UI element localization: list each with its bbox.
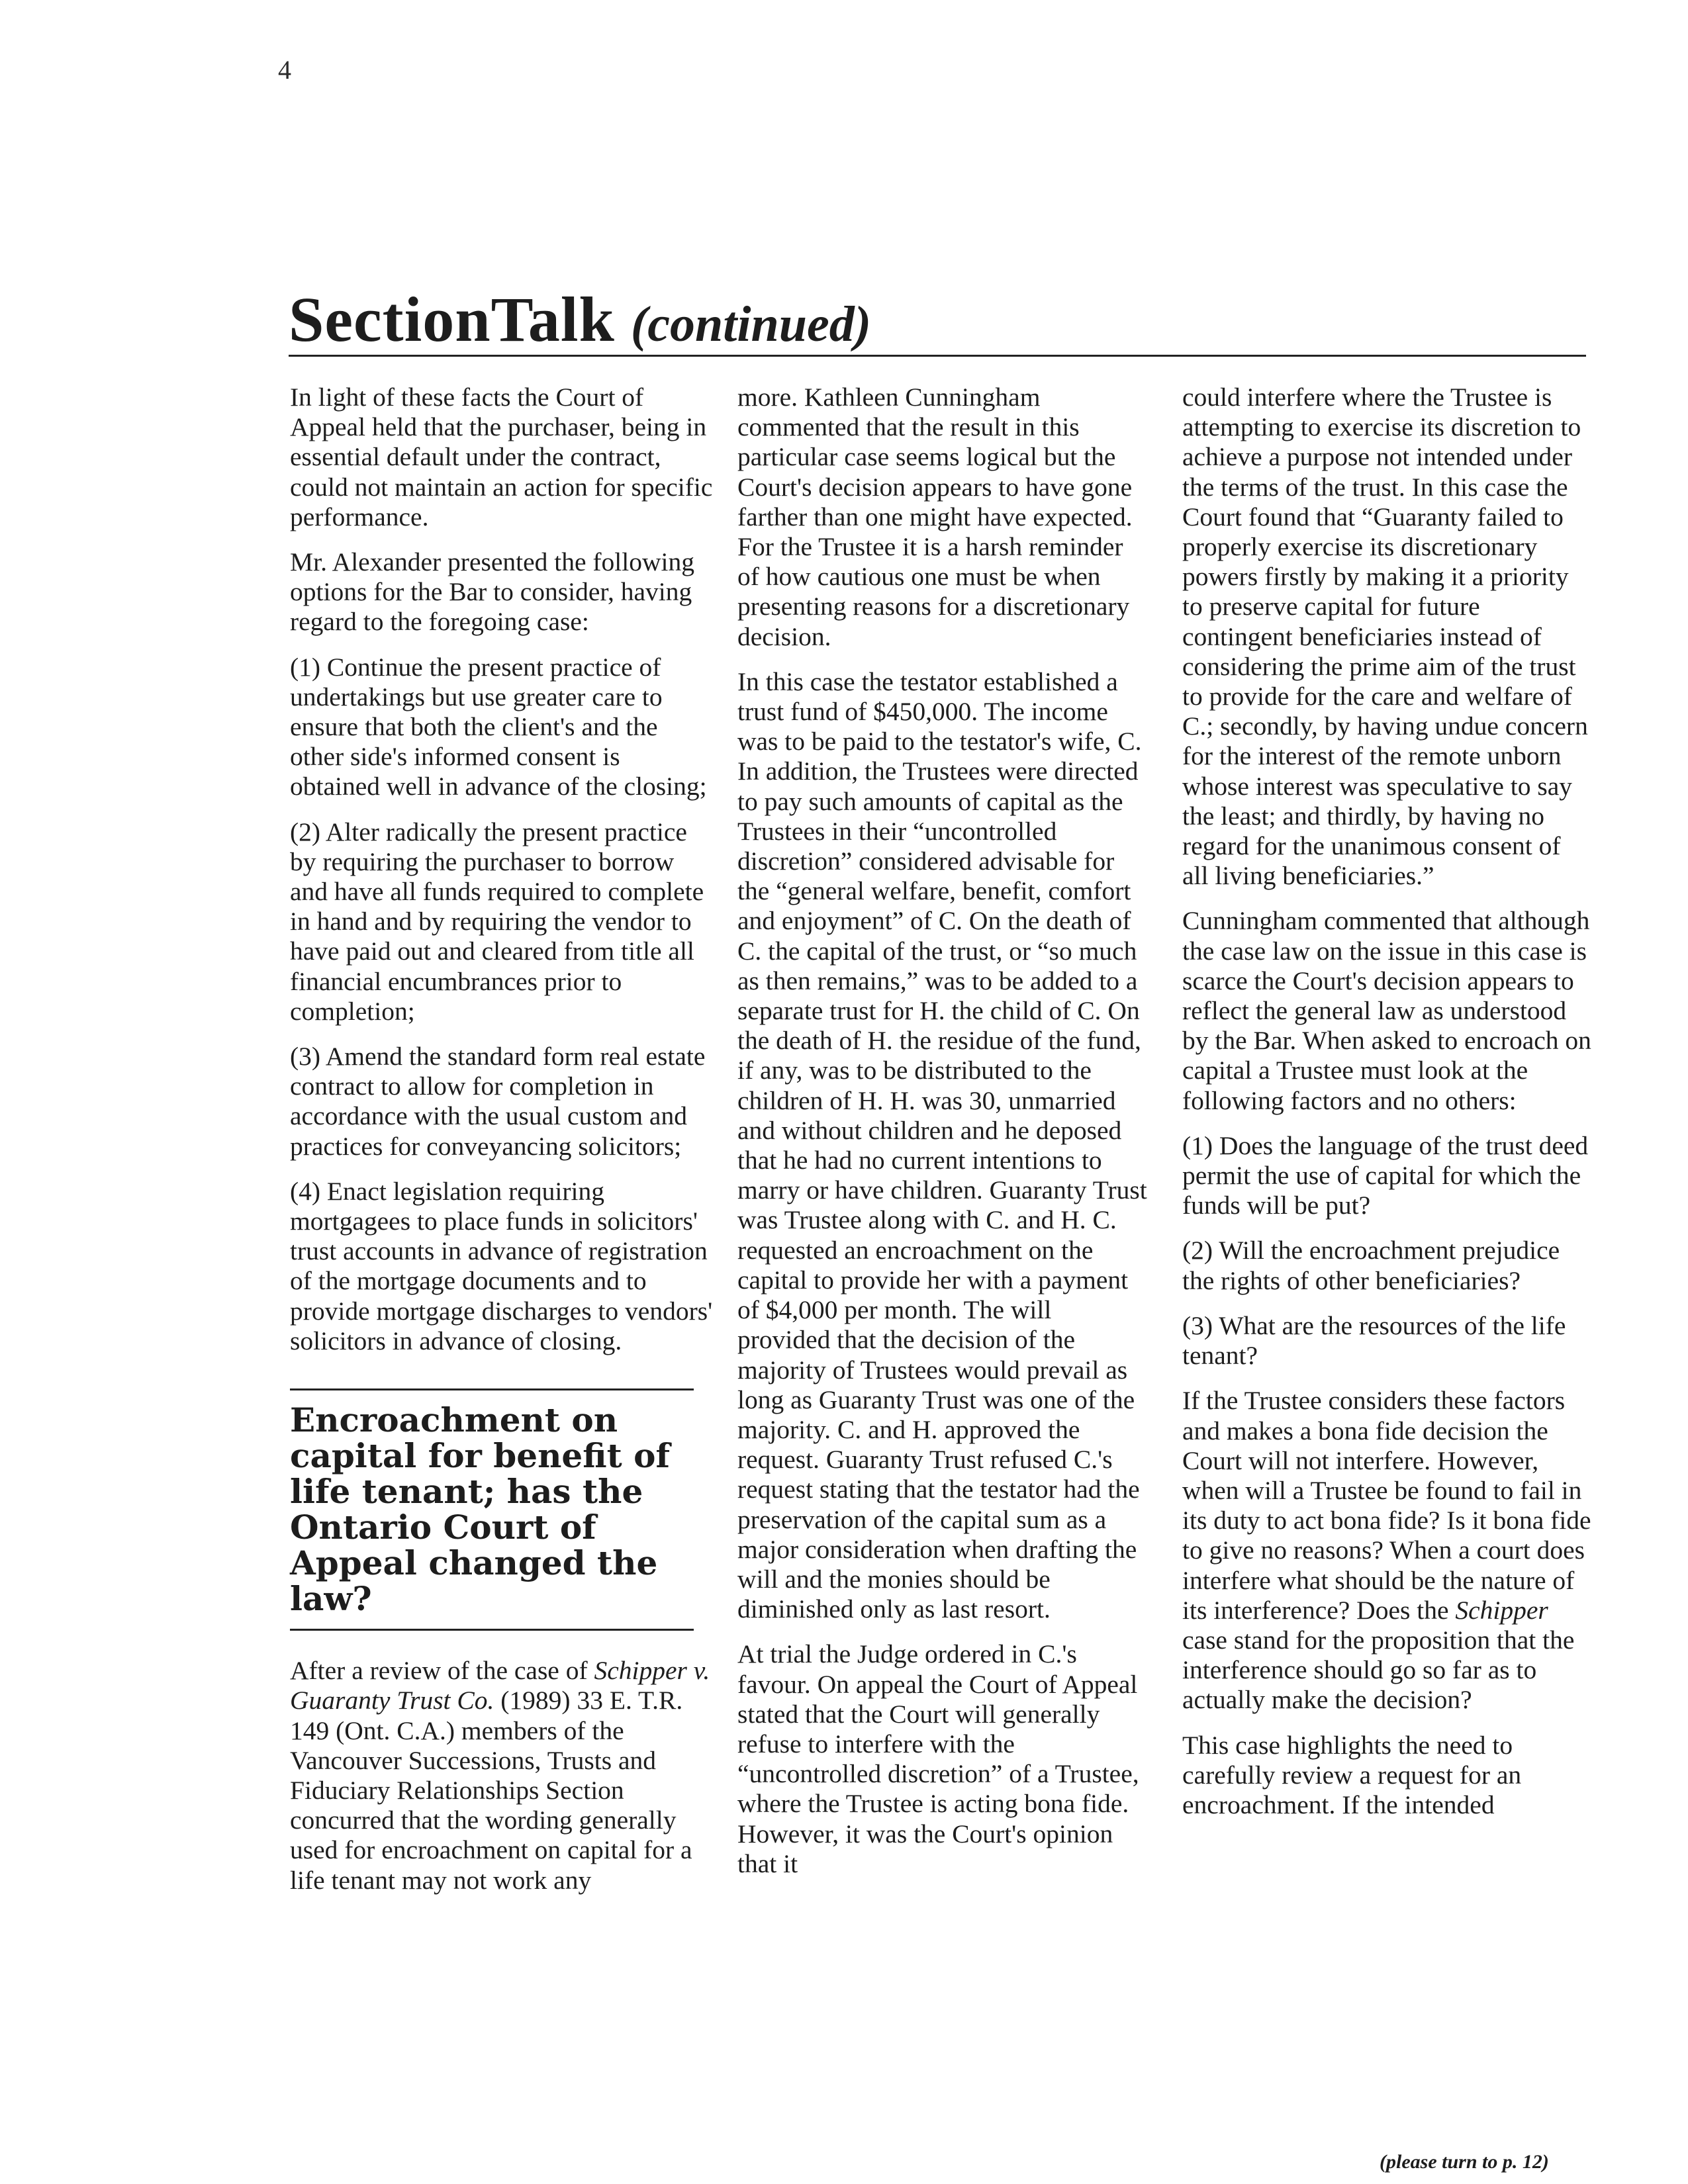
continuation-note: (please turn to p. 12) bbox=[1380, 2151, 1549, 2173]
heading-top-rule bbox=[290, 1388, 694, 1390]
case-name: Schipper bbox=[1455, 1595, 1548, 1625]
case-citation: Schipper v. Guaranty Trust Co. bbox=[290, 1656, 710, 1715]
option-2: (2) Alter radically the present practice by requiring the purchaser to borrow and have all funds required to complete in hand and by requiring the vendor to have paid out and cleared from title all financial encumbrances prior to completion; bbox=[290, 817, 704, 1026]
section-header bbox=[289, 283, 1586, 361]
column-2 bbox=[737, 383, 1148, 1894]
paragraph: could interfere where the Trustee is attempting to exercise its discretion to achieve a purpose not intended under the terms of the trust. In this case the Court found that “Guaranty failed to properly exercise its discretionary powers firstly by making it a priority to preserve capital for future contingent beneficiaries instead of considering the prime aim of the trust to provide for the care and welfare of C.; secondly, by having undue concern for the interest of the remote unborn whose interest was speculative to say the least; and thirdly, by having no regard for the unanimous consent of all living beneficiaries.” bbox=[1182, 383, 1588, 891]
page-number: 4 bbox=[278, 55, 291, 85]
paragraph: In light of these facts the Court of Appeal held that the purchaser, being in essential default under the contract, could not maintain an action for specific performance. bbox=[290, 383, 713, 531]
continued-label: (continued) bbox=[630, 296, 872, 352]
factor-2: (2) Will the encroachment prejudice the rights of other beneficiaries? bbox=[1182, 1236, 1560, 1295]
option-4: (4) Enact legislation requiring mortgagees to place funds in solicitors' trust accounts in advance of registration of the mortgage documents and to provide mortgage discharges to vendors' solicitors in advance of closing. bbox=[290, 1176, 713, 1355]
paragraph: In this case the testator established a trust fund of $450,000. The income was to be paid to the testator's wife, C. In addition, the Trustees were directed to pay such amounts of capital as the Trustees in their “uncontrolled discretion” considered advisable for the “general welfare, benefit, comfort and enjoyment” of C. On the death of C. the capital of the trust, or “so much as then remains,” was to be added to a separate trust for H. the child of C. On the death of H. the residue of the fund, if any, was to be distributed to the children of H. H. was 30, unmarried and without children and he deposed that he had no current intentions to marry or have children. Guaranty Trust was Trustee along with C. and H. C. requested an encroachment on the capital to provide her with a payment of $4,000 per month. The will provided that the decision of the majority of Trustees would prevail as long as Guaranty Trust was one of the majority. C. and H. approved the request. Guaranty Trust refused C.'s request stating that the testator had the preservation of the capital sum as a major consideration when drafting the will and the monies should be diminished only as last resort. bbox=[737, 666, 1147, 1624]
option-3: (3) Amend the standard form real estate contract to allow for completion in accordance with the usual custom and practices for conveyancing solicitors; bbox=[290, 1042, 706, 1161]
paragraph: At trial the Judge ordered in C.'s favour. On appeal the Court of Appeal stated that the Court will generally refuse to interfere with the “uncontrolled discretion” of a Trustee, where the Trustee is acting bona fide. However, it was the Court's opinion that it bbox=[737, 1639, 1139, 1878]
option-1: (1) Continue the present practice of undertakings but use greater care to ensure that both the client's and the other side's informed consent is obtained well in advance of the closing; bbox=[290, 652, 707, 801]
column-1 bbox=[290, 383, 714, 1911]
paragraph: If the Trustee considers these factors and makes a bona fide decision the Court will not interfere. However, when will a Trustee be found to fail in its duty to act bona fide? Is it bona fide to give no reasons? When a court does interfere what should be the nature of its interference? Does the Schipper case stand for the proposition that the interference should go so far as to actually make the decision? bbox=[1182, 1386, 1591, 1715]
factor-1: (1) Does the language of the trust deed permit the use of capital for which the funds will be put? bbox=[1182, 1130, 1589, 1220]
paragraph: Cunningham commented that although the case law on the issue in this case is scarce the Court's decision appears to reflect the general law as understood by the Bar. When asked to encroach on capital a Trustee must look at the following factors and no others: bbox=[1182, 906, 1591, 1115]
column-3 bbox=[1182, 383, 1593, 1835]
section-title: SectionTalk bbox=[289, 284, 615, 355]
factor-3: (3) What are the resources of the life tenant? bbox=[1182, 1310, 1566, 1371]
paragraph: Mr. Alexander presented the following options for the Bar to consider, having regard to the foregoing case: bbox=[290, 547, 694, 637]
paragraph: After a review of the case of Schipper v. Guaranty Trust Co. (1989) 33 E. T.R. 149 (Ont. C.A.) members of the Vancouver Successions, Trusts and Fiduciary Relationships Section concurred that the wording generally used for encroachment on capital for a life tenant may not work any bbox=[290, 1656, 710, 1895]
paragraph: This case highlights the need to carefully review a request for an encroachment. If the intended bbox=[1182, 1730, 1522, 1819]
header-rule bbox=[289, 355, 1586, 357]
paragraph: more. Kathleen Cunningham commented that the result in this particular case seems logical but the Court's decision appears to have gone farther than one might have expected. For the Trustee it is a harsh reminder of how cautious one must be when presenting reasons for a discretionary decision. bbox=[737, 383, 1133, 651]
article-heading: Encroachment on capital for benefit of life tenant; has the Ontario Court of Appeal changed the law? bbox=[290, 1400, 670, 1619]
